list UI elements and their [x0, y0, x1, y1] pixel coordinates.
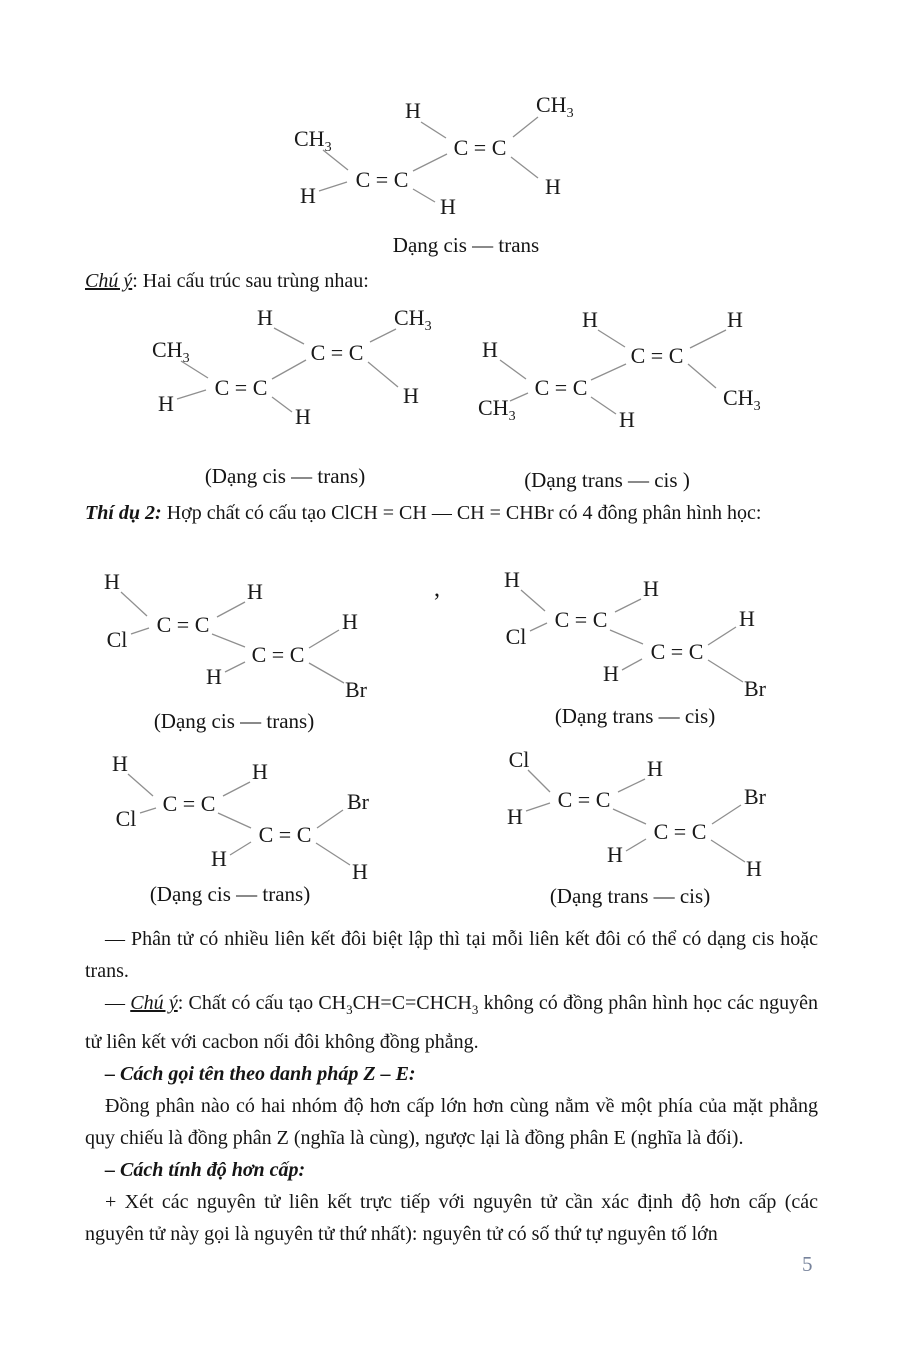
atom-label-h: H	[211, 846, 227, 871]
atom-label-br: Br	[347, 789, 369, 814]
caption-row4-left: (Dạng cis — trans)	[149, 882, 311, 906]
body-text	[85, 923, 818, 1250]
atom-label-h: H	[104, 569, 120, 594]
structure-row2-cis-trans	[90, 300, 445, 450]
note-text-a: : Chất có cấu tạo CH	[177, 992, 347, 1014]
example-2-label: Thí dụ 2:	[85, 502, 162, 524]
bond	[610, 630, 643, 644]
double-bond-label: C = C	[258, 822, 312, 847]
note-label: Chú ý	[85, 270, 133, 292]
atom-label-h: H	[247, 579, 263, 604]
bond	[413, 189, 435, 202]
subscript-3: 3	[471, 1002, 479, 1017]
atom-label-ch3: $CH_3$	[294, 126, 332, 155]
bond	[218, 813, 251, 828]
bond	[711, 840, 745, 862]
bond	[317, 810, 343, 828]
paragraph-priority-rule: + Xét các nguyên tử liên kết trực tiếp với nguyên tử cần xác định độ hơn cấp (các nguyên tử này gọi là nguyên tử thứ nhất): nguyên tử có số thứ tự nguyên tố lớn	[85, 1191, 818, 1245]
double-bond-label: C = C	[310, 340, 364, 365]
bond	[528, 770, 550, 792]
paragraph-note-no-isomer	[85, 987, 818, 1058]
bond	[510, 393, 528, 401]
double-bond-label: C = C	[355, 167, 409, 192]
bond	[526, 803, 550, 811]
note-label: Chú ý	[130, 992, 178, 1014]
bond	[613, 809, 646, 824]
bond	[622, 659, 642, 670]
atom-label-br: Br	[744, 676, 766, 701]
caption-row2-left: (Dạng cis — trans)	[204, 464, 366, 488]
structure-row3-cis-trans	[95, 560, 395, 710]
atom-label-cl: Cl	[115, 806, 137, 831]
atom-label-cl: Cl	[106, 627, 128, 652]
atom-label-cl: Cl	[508, 747, 530, 772]
bond	[712, 805, 741, 824]
atom-label-ch3: $CH_3$	[394, 305, 432, 334]
double-bond-label: C = C	[650, 639, 704, 664]
double-bond-label: C = C	[557, 787, 611, 812]
atom-label-h: H	[482, 337, 498, 362]
bond	[688, 364, 716, 388]
structure-row4-cis-trans	[100, 748, 400, 898]
bond	[225, 662, 245, 672]
atom-label-h: H	[440, 194, 456, 219]
bond	[131, 628, 149, 634]
double-bond-label: C = C	[156, 612, 210, 637]
atom-label-h: H	[507, 804, 523, 829]
page-number: 5	[802, 1252, 813, 1276]
bond	[413, 154, 447, 171]
atom-label-h: H	[300, 183, 316, 208]
bond	[316, 843, 350, 865]
bond	[223, 782, 250, 796]
double-bond-label: C = C	[653, 819, 707, 844]
heading-ze-nomenclature: – Cách gọi tên theo danh pháp Z – E:	[105, 1063, 416, 1085]
double-bond-label: C = C	[630, 343, 684, 368]
bond	[626, 839, 646, 851]
atom-label-h: H	[352, 859, 368, 884]
heading-priority-rule: – Cách tính độ hơn cấp:	[105, 1159, 306, 1181]
bond	[591, 397, 616, 414]
atom-label-h: H	[405, 98, 421, 123]
bond	[230, 842, 251, 855]
atom-label-h: H	[727, 307, 743, 332]
atom-label-h: H	[252, 759, 268, 784]
bond	[272, 360, 306, 379]
bond	[319, 182, 347, 191]
bond	[368, 362, 398, 387]
atom-label-h: H	[647, 756, 663, 781]
structure-row2-trans-cis	[460, 300, 780, 455]
caption-row2-right: (Dạng trans — cis )	[524, 468, 690, 492]
atom-label-h: H	[342, 609, 358, 634]
bond	[530, 623, 547, 631]
double-bond-label: C = C	[534, 375, 588, 400]
atom-label-cl: Cl	[505, 624, 527, 649]
atom-label-h: H	[403, 383, 419, 408]
bond	[140, 808, 156, 813]
bond	[513, 117, 538, 137]
note-text: : Hai cấu trúc sau trùng nhau:	[132, 270, 369, 292]
caption-row4-right: (Dạng trans — cis)	[549, 884, 711, 908]
bond	[708, 627, 736, 645]
atom-label-h: H	[504, 567, 520, 592]
caption-top: Dạng cis — trans	[392, 233, 540, 257]
bond	[212, 634, 245, 647]
bond	[500, 360, 526, 379]
atom-label-h: H	[112, 751, 128, 776]
example-2-paragraph	[85, 497, 819, 529]
structure-row4-trans-cis	[495, 745, 800, 895]
atom-label-h: H	[643, 576, 659, 601]
note-text-b: CH=C=CHCH	[352, 992, 472, 1014]
bond	[421, 122, 446, 138]
bond	[177, 390, 206, 399]
atom-label-h: H	[295, 404, 311, 429]
caption-row3-right: (Dạng trans — cis)	[554, 704, 716, 728]
double-bond-label: C = C	[251, 642, 305, 667]
atom-label-h: H	[257, 305, 273, 330]
atom-label-h: H	[582, 307, 598, 332]
bond	[521, 590, 545, 611]
separator-comma: ,	[434, 576, 440, 602]
atom-label-h: H	[206, 664, 222, 689]
double-bond-label: C = C	[453, 135, 507, 160]
bond	[121, 592, 147, 616]
caption-row3-left: (Dạng cis — trans)	[153, 709, 315, 733]
atom-label-ch3: $CH_3$	[478, 395, 516, 424]
bond	[217, 602, 245, 617]
atom-label-h: H	[158, 391, 174, 416]
dash: —	[105, 992, 131, 1014]
atom-label-ch3: $CH_3$	[723, 385, 761, 414]
atom-label-br: Br	[345, 677, 367, 702]
bond	[274, 328, 304, 344]
bond	[708, 660, 743, 682]
bond	[615, 599, 641, 612]
subscript-3: 3	[346, 1002, 353, 1017]
structure-top-cis-trans	[275, 88, 605, 238]
atom-label-ch3: $CH_3$	[536, 92, 574, 121]
bond	[309, 663, 344, 683]
double-bond-label: C = C	[162, 791, 216, 816]
atom-label-h: H	[603, 661, 619, 686]
note-text-c: không có đồng phân hình học các nguyên tử liên kết với cacbon nối đôi không đồng phẳng.	[85, 992, 819, 1053]
structure-row3-trans-cis	[490, 555, 800, 710]
note-heading	[85, 266, 369, 296]
bond	[370, 329, 396, 342]
atom-label-h: H	[746, 856, 762, 881]
example-2-text: Hợp chất có cấu tạo ClCH = CH — CH = CHBr có 4 đông phân hình học:	[161, 502, 762, 524]
atom-label-h: H	[545, 174, 561, 199]
atom-label-h: H	[739, 606, 755, 631]
paragraph-isolated-double-bonds: — Phân tử có nhiều liên kết đôi biệt lập thì tại mỗi liên kết đôi có thể có dạng cis hoặc trans.	[85, 928, 818, 982]
bond	[690, 330, 726, 348]
double-bond-label: C = C	[554, 607, 608, 632]
bond	[511, 157, 538, 178]
paragraph-ze-definition: Đồng phân nào có hai nhóm độ hơn cấp lớn hơn cùng nằm về một phía của mặt phẳng quy chiếu là đồng phân Z (nghĩa là cùng), ngược lại là đồng phân E (nghĩa là đối).	[85, 1095, 818, 1149]
atom-label-ch3: $CH_3$	[152, 337, 190, 366]
bond	[618, 779, 645, 792]
double-bond-label: C = C	[214, 375, 268, 400]
atom-label-h: H	[607, 842, 623, 867]
bond	[591, 364, 626, 380]
bond	[128, 774, 153, 796]
bond	[598, 330, 625, 347]
atom-label-h: H	[619, 407, 635, 432]
bond	[272, 397, 292, 412]
atom-label-br: Br	[744, 784, 766, 809]
bond	[309, 630, 339, 648]
